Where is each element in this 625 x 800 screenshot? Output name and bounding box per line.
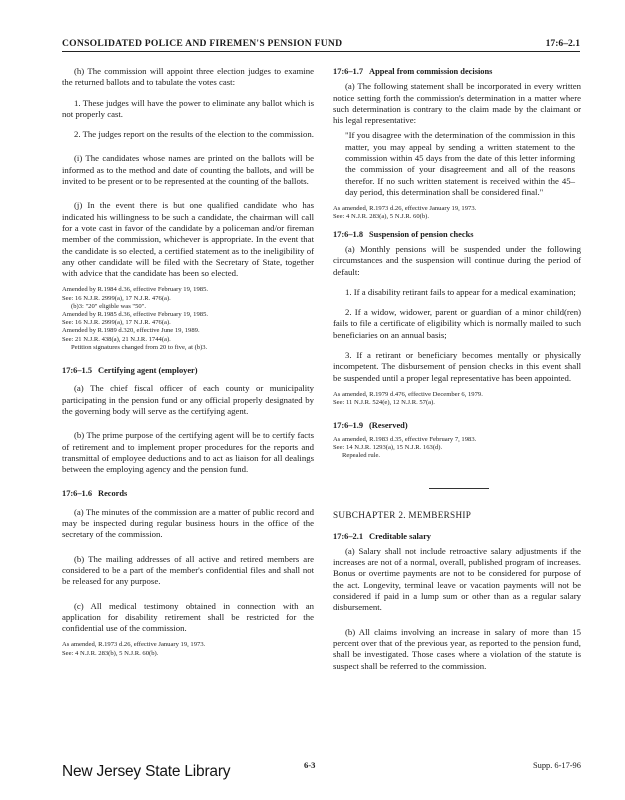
appeal-statement-quote: "If you disagree with the determination of the commission in this matter, you may appeal by sending a written statement to the commission within 45 days from the date of this letter informing the commission of your disagreement and all of the reasons therefor. If no such written statement is received within the 45–day period, this determination shall be considered final."	[345, 130, 575, 197]
history-note: As amended, R.1979 d.476, effective December 6, 1979. See: 11 N.J.R. 524(e), 12 N.J.R. 57(a).	[333, 390, 483, 407]
paragraph-1-8-2: 2. If a widow, widower, parent or guardian of a minor child(ren) fails to file a certificate of eligibility which is normally mailed to such beneficiaries on an annual basis;	[333, 307, 581, 340]
paragraph-1-5-a: (a) The chief fiscal officer of each county or municipality participating in the pension fund or any official properly designated by the governing body will serve as the certifying agent.	[62, 383, 314, 416]
paragraph-h-1: 1. These judges will have the power to eliminate any ballot which is not properly cast.	[62, 97, 314, 119]
paragraph-1-6-b: (b) The mailing addresses of all active and retired members are considered to be a part of the member's confidential files and shall not be released for any purpose.	[62, 553, 314, 587]
history-note: As amended, R.1973 d.26, effective January 19, 1973. See: 4 N.J.R. 283(a), 5 N.J.R. 60(b).	[333, 205, 477, 221]
right-column	[333, 66, 581, 672]
left-column	[62, 66, 314, 658]
paragraph-1-6-c: (c) All medical testimony obtained in connection with an application for disability retirement shall be restricted for the confidential use of the commission.	[62, 600, 314, 634]
section-heading-1-9: 17:6–1.9 (Reserved)	[333, 421, 408, 431]
paragraph-1-6-a: (a) The minutes of the commission are a matter of public record and may be inspected during regular business hours in the office of the secretary of the commission.	[62, 506, 314, 540]
header-section-code: 17:6–2.1	[545, 38, 580, 49]
paragraph-1-8-a: (a) Monthly pensions will be suspended under the following circumstances and the suspension will continue during the period of default:	[333, 243, 581, 277]
paragraph-1-5-b: (b) The prime purpose of the certifying agent will be to certify facts of retirement and to implement proper procedures for the reports and transmittal of employee deductions and to act as liaison for all dealings between the employing agency and the pension fund.	[62, 430, 314, 475]
paragraph-h: (h) The commission will appoint three election judges to examine the returned ballots and to tabulate the votes cast:	[62, 66, 314, 88]
history-note: As amended, R.1983 d.35, effective February 7, 1983. See: 14 N.J.R. 1293(a), 15 N.J.R. 163(d). Repealed rule.	[333, 435, 477, 460]
subchapter-heading: SUBCHAPTER 2. MEMBERSHIP	[333, 510, 472, 521]
paragraph-2-1-b: (b) All claims involving an increase in salary of more than 15 percent over that of the previous year, as reported to the pension fund, shall be investigated. Those cases where a violation of the statute is suspect shall be referred to the commission.	[333, 626, 581, 671]
paragraph-h-2: 2. The judges report on the results of the election to the commission.	[74, 129, 314, 140]
paragraph-j: (j) In the event there is but one qualified candidate who has indicated his willingness to be such a candidate, the chairman will call for a vote cast in favor of the candidate by a policeman and/or fireman member of the commission, whichever is appropriate. In the event that the candidate is so elected, a certified statement as to the ineligibility of any other candidate will be filed with the Secretary of State, together with advice that the candidate has been so elected.	[62, 200, 314, 279]
history-note: Amended by R.1984 d.36, effective February 19, 1985. See: 16 N.J.R. 2999(a), 17 N.J.R. 476(a). (b)3: "20" eligible was "50". Amended by R.1985 d.36, effective February 19, 1985. See: 16 N.J.R. 2999(a), 17 N.J.R. 476(a). Amended by R.1989 d.320, effective June 19, 1989. See: 21 N.J.R. 438(a), 21 N.J.R. 1744(a). Petition signatures changed from 20 to five, at (b)3.	[62, 286, 209, 351]
section-heading-1-5: 17:6–1.5 Certifying agent (employer)	[62, 366, 198, 376]
section-heading-1-7: 17:6–1.7 Appeal from commission decisions	[333, 67, 493, 76]
running-header	[62, 38, 580, 52]
section-heading-1-6: 17:6–1.6 Records	[62, 489, 128, 499]
paragraph-1-7-a: (a) The following statement shall be incorporated in every written notice setting forth the commission's determination in a matter where such determination is contrary to the claim made by the claimant or his legal representative:	[333, 81, 581, 126]
paragraph-2-1-a: (a) Salary shall not include retroactive salary adjustments if the increases are not of a normal, overall, published program of increases. Bonus or overtime payments are not to be considered for purpose of the act. Longevity, terminal leave or vacation payments will not be considered if paid in a lump sum or other than as a regular salary disbursement.	[333, 545, 581, 613]
paragraph-1-8-1: 1. If a disability retirant fails to appear for a medical examination;	[345, 286, 576, 297]
paragraph-1-8-3: 3. If a retirant or beneficiary becomes mentally or physically incompetent. The disbursement of pension checks in this event shall be suspended until a proper legal representative has been appointed.	[333, 350, 581, 383]
section-heading-1-8: 17:6–1.8 Suspension of pension checks	[333, 229, 474, 239]
supplement-date: Supp. 6-17-96	[533, 761, 581, 770]
history-note: As amended, R.1973 d.26, effective January 19, 1973. See: 4 N.J.R. 283(b), 5 N.J.R. 60(b).	[62, 641, 206, 657]
paragraph-i: (i) The candidates whose names are printed on the ballots will be informed as to the method and date of counting the ballots, and will be invited to be present or to be represented at the counting of the ballots.	[62, 153, 314, 187]
header-title: CONSOLIDATED POLICE AND FIREMEN'S PENSION FUND	[62, 38, 343, 49]
section-heading-2-1: 17:6–2.1 Creditable salary	[333, 531, 431, 541]
page-number: 6-3	[304, 760, 316, 770]
library-stamp: New Jersey State Library	[62, 763, 231, 780]
